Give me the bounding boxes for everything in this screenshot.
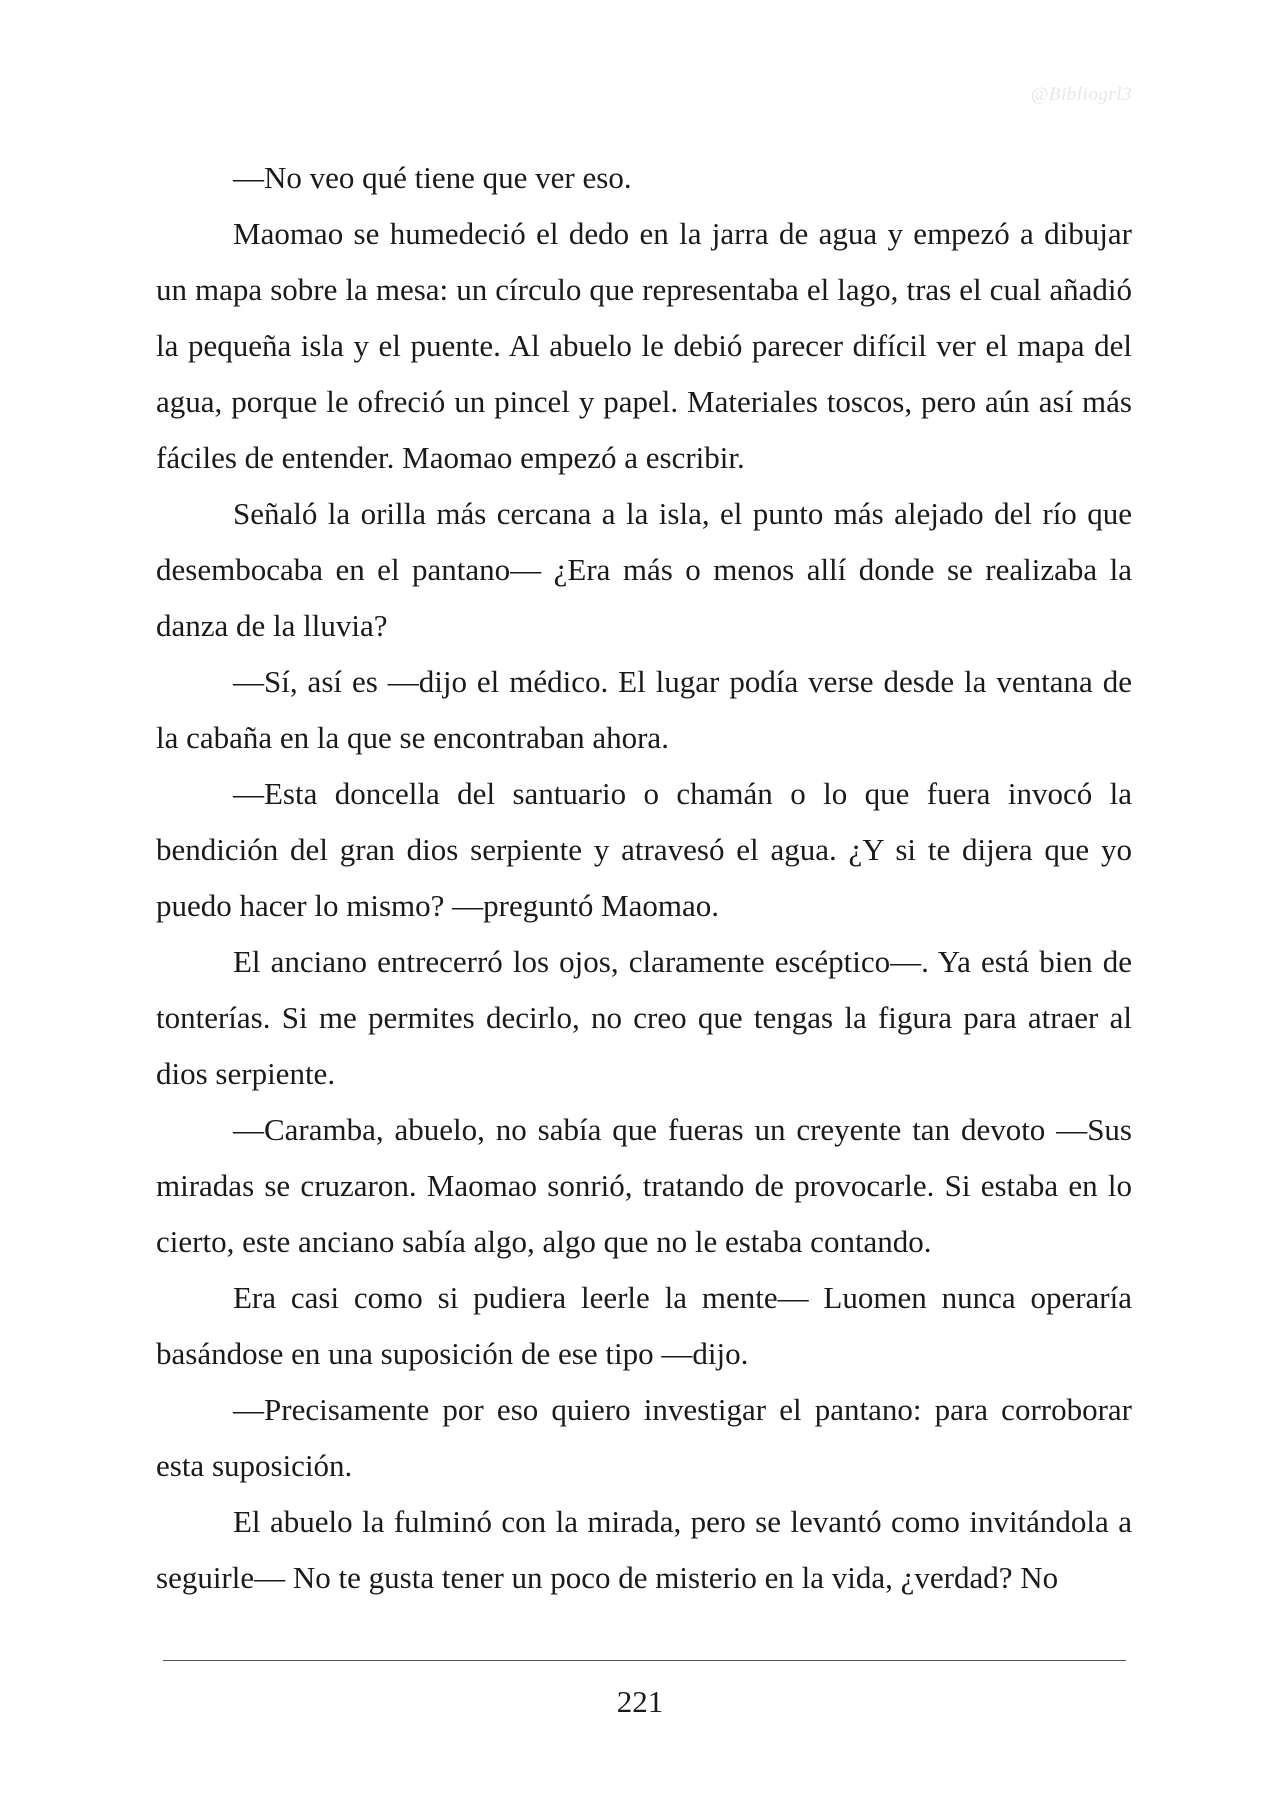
paragraph: —Esta doncella del santuario o chamán o lo que fuera invocó la bendición del gran dios serpiente y atravesó el agua. ¿Y si te dijera que yo puedo hacer lo mismo? —preguntó Maomao.: [156, 776, 1132, 923]
paragraph: —Caramba, abuelo, no sabía que fueras un creyente tan devoto —Sus miradas se cruzaron. Maomao sonrió, tratando de provocarle. Si estaba en lo cierto, este anciano sabía algo, algo que no le estaba contando.: [156, 1112, 1132, 1259]
page-body: [156, 150, 1132, 1606]
paragraph: Señaló la orilla más cercana a la isla, el punto más alejado del río que desembocaba en el pantano— ¿Era más o menos allí donde se realizaba la danza de la lluvia?: [156, 496, 1132, 643]
paragraph: —Precisamente por eso quiero investigar el pantano: para corroborar esta suposición.: [156, 1392, 1132, 1483]
paragraph: —Sí, así es —dijo el médico. El lugar podía verse desde la ventana de la cabaña en la que se encontraban ahora.: [156, 664, 1132, 755]
paragraph: El anciano entrecerró los ojos, claramente escéptico—. Ya está bien de tonterías. Si me permites decirlo, no creo que tengas la figura para atraer al dios serpiente.: [156, 944, 1132, 1091]
page-number: 221: [616, 1684, 664, 1719]
paragraph: —No veo qué tiene que ver eso.: [233, 160, 632, 195]
paragraph: El abuelo la fulminó con la mirada, pero se levantó como invitándola a seguirle— No te gusta tener un poco de misterio en la vida, ¿verdad? No: [156, 1504, 1132, 1595]
paragraph: Maomao se humedeció el dedo en la jarra de agua y empezó a dibujar un mapa sobre la mesa: un círculo que representaba el lago, tras el cual añadió la pequeña isla y el puente. Al abuelo le debió parecer difícil ver el mapa del agua, porque le ofreció un pincel y papel. Materiales toscos, pero aún así más fáciles de entender. Maomao empezó a escribir.: [156, 216, 1132, 475]
footer-divider: [163, 1660, 1126, 1661]
paragraph: Era casi como si pudiera leerle la mente— Luomen nunca operaría basándose en una suposición de ese tipo —dijo.: [156, 1280, 1132, 1371]
watermark: @Bibliogrl3: [1030, 84, 1132, 105]
